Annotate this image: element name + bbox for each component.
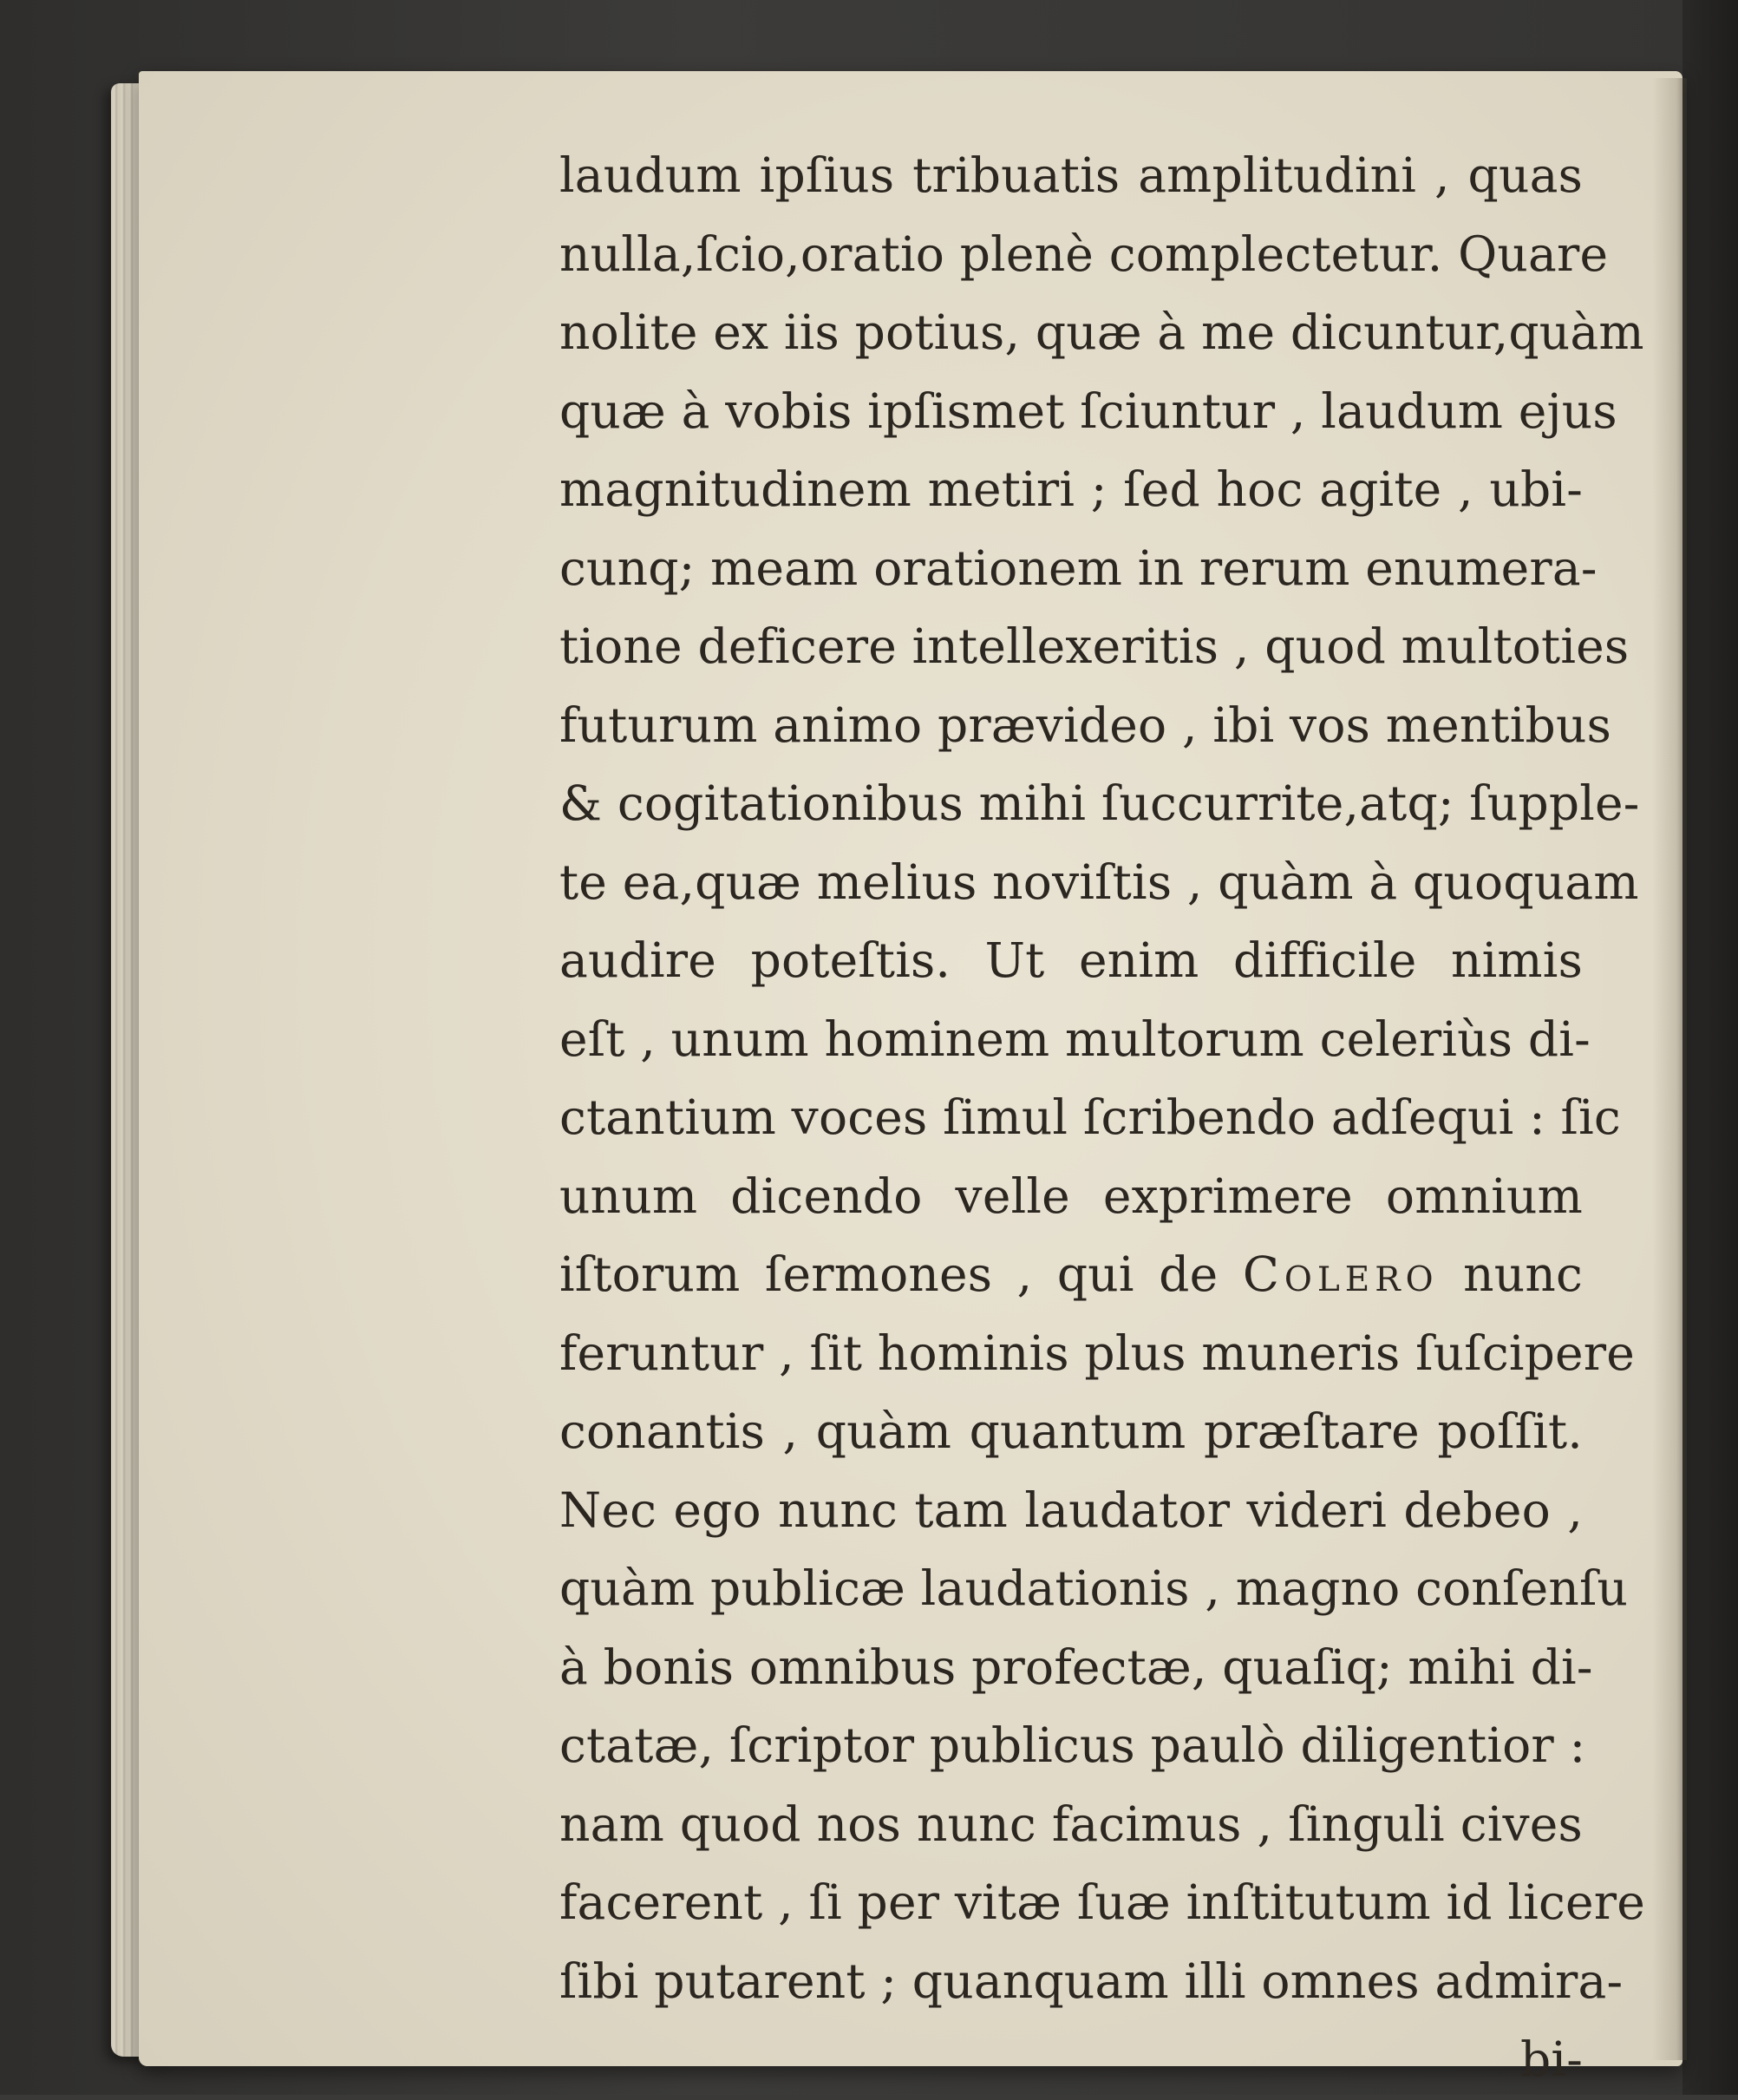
- text-line-end: nunc: [1463, 1246, 1583, 1302]
- proper-name-colero: Colero: [1242, 1246, 1439, 1302]
- scan-background-right: [1682, 0, 1738, 2095]
- text-line: conantis , quàm quantum præſtare poſſit.: [559, 1403, 1583, 1459]
- text-line: ſibi putarent ; quanquam illi omnes admira-: [559, 1953, 1624, 2009]
- text-line: unum dicendo velle exprimere omnium: [559, 1168, 1583, 1224]
- text-line: cunq; meam orationem in rerum enumera-: [559, 540, 1598, 596]
- text-line: quæ à vobis ipſismet ſciuntur , laudum ejus: [559, 383, 1617, 439]
- text-line: futurum animo prævideo , ibi vos mentibus: [559, 697, 1612, 753]
- text-line: tione deficere intellexeritis , quod multoties: [559, 618, 1630, 674]
- text-line: nulla,ſcio,oratio plenè complectetur. Quare: [559, 226, 1609, 282]
- text-line: nolite ex iis potius, quæ à me dicuntur,quàm: [559, 304, 1644, 360]
- text-line: à bonis omnibus profectæ, quaſiq; mihi di-: [559, 1639, 1593, 1695]
- text-line: magnitudinem metiri ; ſed hoc agite , ubi-: [559, 461, 1583, 517]
- text-line: te ea,quæ melius noviſtis , quàm à quoquam: [559, 854, 1639, 910]
- text-line-with-name: [559, 1236, 1583, 1315]
- catchword: bi-: [1520, 2031, 1583, 2087]
- text-line: & cogitationibus mihi ſuccurrite,atq; ſupple-: [559, 775, 1640, 831]
- text-line: facerent , ſi per vitæ ſuæ inſtitutum id licere: [559, 1874, 1645, 1930]
- page-gutter-shadow: [1652, 78, 1687, 2060]
- text-line: laudum ipſius tribuatis amplitudini , quas: [559, 147, 1583, 203]
- body-text: [559, 137, 1645, 2100]
- text-line: eſt , unum hominem multorum celeriùs di-: [559, 1011, 1591, 1067]
- text-line: ctantium voces ſimul ſcribendo adſequi : ſic: [559, 1089, 1621, 1145]
- text-line-start: iſtorum ſermones , qui de: [559, 1246, 1219, 1302]
- text-line: feruntur , ſit hominis plus muneris ſuſcipere: [559, 1325, 1636, 1381]
- text-line: nam quod nos nunc facimus , ſinguli cives: [559, 1796, 1583, 1852]
- text-line: audire poteſtis. Ut enim difficile nimis: [559, 932, 1583, 988]
- text-line: ctatæ, ſcriptor publicus paulò diligentior :: [559, 1717, 1586, 1773]
- text-line: quàm publicæ laudationis , magno conſenſu: [559, 1560, 1629, 1616]
- text-line: Nec ego nunc tam laudator videri debeo ,: [559, 1482, 1583, 1538]
